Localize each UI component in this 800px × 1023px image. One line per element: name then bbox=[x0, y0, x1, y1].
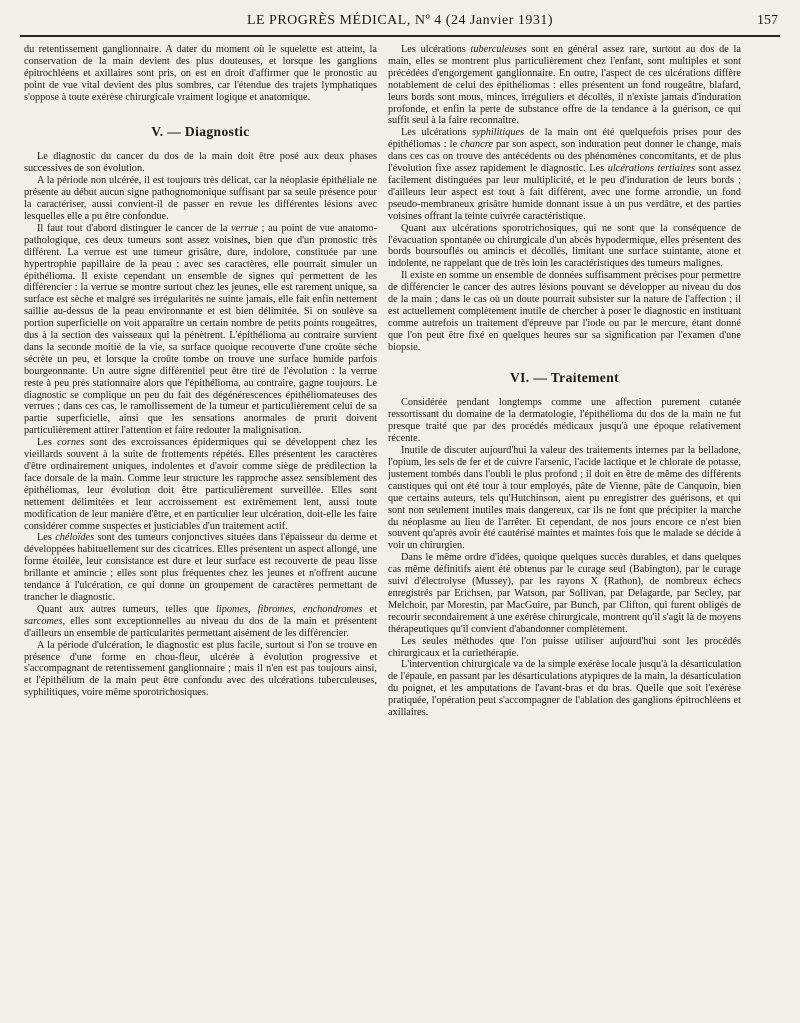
text-run: Les bbox=[37, 437, 58, 449]
italic-term: tuberculeuses bbox=[470, 44, 527, 55]
page-number: 157 bbox=[757, 13, 778, 28]
italic-term: lipomes, fibromes, enchondromes bbox=[216, 603, 363, 615]
paragraph bbox=[388, 127, 741, 222]
paragraph bbox=[24, 223, 377, 437]
text-run: Quant aux autres tumeurs, telles que bbox=[37, 603, 217, 615]
paragraph bbox=[24, 532, 377, 603]
paragraph bbox=[24, 604, 377, 640]
paragraph: Les seules méthodes que l'on puisse utiliser aujourd'hui sont les procédés chirurgicaux et la curiethérapie. bbox=[388, 635, 741, 659]
left-column bbox=[24, 44, 377, 984]
text-run: sont en général assez rare, surtout au dos de la main, elles se montrent plus particulièrement chez l'enfant, sont multiples et sont précédées d'engorgement ganglionnaire. En outre, l'aspect de ces ulcérations diffère notablement de celui des épithéliomas : elles présentent un fond rougeâtre, blafard, leurs bords sont mous, minces, irréguliers et décollés, il n'existe jamais d'induration profonde, et enfin la perte de substance offre de la tendance à la guérison, ce qui suffit seul à la faire reconnaître. bbox=[388, 44, 741, 127]
running-header bbox=[20, 13, 780, 35]
journal-title: LE PROGRÈS MÉDICAL, Nº 4 (24 Janvier 1931) bbox=[246, 13, 554, 28]
paragraph bbox=[388, 44, 741, 127]
paragraph: Dans le même ordre d'idées, quoique quelques succès durables, et dans quelques cas même définitifs aient été obtenus par le curage seul (Babington), par le curage suivi d'électrolyse (Mussey), par les rayons X (Rathon), de nombreux échecs enregistrés par Erichsen, par Watson, par Sollivan, par Delagarde, par Secley, par Melchoir, par Morestin, par MacGuire, par Bunch, par Clifton, qui furent obligés de recourir secondairement à une exérèse chirurgicale, montrent qu'il s'agit là de moyens thérapeutiques qu'il convient d'abandonner complètement. bbox=[388, 552, 741, 635]
paragraph: Inutile de discuter aujourd'hui la valeur des traitements internes par la belladone, l'opium, les sels de fer et de cuivre l'arsenic, l'acide lactique et le chlorate de potasse, justement tombés dans l'oubli le plus profond ; il doit en être de même des différents caustiques qui ont été tour à tour employés, pâte de Vienne, pâte de Canquoin, bien que certains auteurs, tels qu'Hutchinson, aient pu enregistrer des guérisons, et qui sont non seulement inutiles mais dangereux, car ils ne font que précipiter la marche du néoplasme au lieu de l'arrêter. Et cependant, de nos jours encore ce n'est bien souvent qu'après avoir été cautérisé maintes et maintes fois que le malade se décide à voir un chirurgien. bbox=[388, 445, 741, 552]
text-run: sont des excroissances épidermiques qui se développent chez les vieillards souvent à la suite de frottements répétés. Elles présentent les caractères d'être ordinairement uniques, indolentes et d'avoir comme siège de prédilection la face dorsale de la main. Comme leur structure les rapproche assez sensiblement des épithéliomas, leur évolution doit être particulièrement surveillée. Elles sont nettement délimitées et leur accroissement est extrêmement lent, aussi toute modification de leur manière d'être, et en particulier leur ulcération, doit-elle les faire considérer comme suspectes et justiciables d'un traitement actif. bbox=[24, 437, 377, 532]
section-heading-traitement: VI. — Traitement bbox=[509, 369, 619, 385]
section-heading-diagnostic: V. — Diagnostic bbox=[151, 123, 250, 139]
italic-term: chancre bbox=[460, 139, 493, 151]
paragraph: Quant aux ulcérations sporotrichosiques, qui ne sont que la conséquence de l'évacuation spontanée ou chirurgicale d'un abcès hypodermique, elles présentent des bords boursouflés ou amincis et décollés, limitant une surface suintante, atone et indolente, ne rappelant que de très loin les caractéristiques des tumeurs malignes. bbox=[388, 222, 741, 270]
text-run: sont des tumeurs conjonctives situées dans l'épaisseur du derme et développées habituellement sur des cicatrices. Elles présentent un aspect allongé, une forme étoilée, leur consistance est dure et leur surface est recouverte de peau lisse brillante et amincie ; elles sont plus fréquentes chez les jeunes et n'offrent aucune tendance à l'ulcération, ce qui donne un groupement de caractères permettant de trancher le diagnostic. bbox=[24, 532, 377, 603]
text-run: Les ulcérations bbox=[401, 127, 473, 139]
text-run: Les bbox=[37, 532, 56, 544]
paragraph: Considérée pendant longtemps comme une affection purement cutanée ressortissant du domaine de la dermatologie, l'épithélioma du dos de la main ne fut presque traité que par des procédés médicaux jusqu'à une époque relativement récente. bbox=[388, 397, 741, 445]
text-run: ; au point de vue anatomo-pathologique, ces deux tumeurs sont assez voisines, bien que d'un pronostic très différent. La verrue est une tumeur grisâtre, dure, indolore, constituée par une hypertrophie papillaire de la peau : avec ses caractères, elle pourrait simuler un épithélioma. Il existe cependant un ensemble de signes qui permettent de les différencier : la verrue se montre surtout chez les jeunes, elle est rarement unique, sa surface est sèche et malgré ses irrégularités ne suinte jamais, elle fait enfin nettement saillie au-dessus de la peau environnante et est bien délimitée. Si on soulève sa portion superficielle on voit apparaître un certain nombre de petits points rougeâtres, dus à la section des vaisseaux qui la pénètrent. L'épithélioma au contraire survient dans la seconde moitié de la vie, sa surface quoique recouverte d'une croûte sèche sécrète un peu, et lorsque la croûte tombe on trouve une surface humide parfois bourgeonnante. Un autre signe différentiel peut être tiré de l'évolution : la verrue reste à peu près stationnaire alors que l'épithélioma, au contraire, gagne toujours. Le diagnostic se complique un peu du fait des dégénérescences épithéliomateuses des verrues ; dans ces cas, le ramollissement de la tumeur et particulièrement celui de sa partie superficielle, ainsi que les sensations anormales de prurit doivent particulièrement attirer l'attention et faire redouter la malignisation. bbox=[24, 222, 377, 437]
right-column bbox=[388, 44, 741, 984]
italic-term: cornes bbox=[57, 437, 85, 449]
paragraph: Le diagnostic du cancer du dos de la main doit être posé aux deux phases successives de son évolution. bbox=[24, 151, 377, 175]
paragraph: L'intervention chirurgicale va de la simple exérèse locale jusqu'à la désarticulation de l'épaule, en passant par les désarticulations atypiques de la main, la désarticulation du poignet, et les amputations de l'avant-bras et du bras. Quelle que soit l'exérèse pratiquée, l'opération peut s'accompagner de l'ablation des ganglions épitrochléens et axillaires. bbox=[388, 659, 741, 719]
paragraph: A la période d'ulcération, le diagnostic est plus facile, surtout si l'on se trouve en présence d'une forme en chou-fleur, ulcérée à évolution progressive et s'accompagnant de retentissement ganglionnaire ; mais il n'en est pas toujours ainsi, et l'épithélium de la main peut être confondu avec des ulcérations tuberculeuses, syphilitiques, voire même sporotrichosiques. bbox=[24, 639, 377, 699]
text-run: , elles sont exceptionnelles au niveau du dos de la main et présentent d'ailleurs un ensemble de particularités permettant aisément de les différencier. bbox=[24, 615, 377, 639]
header-rule bbox=[20, 35, 780, 37]
text-run: Les ulcérations bbox=[401, 44, 471, 55]
italic-term: syphilitiques bbox=[472, 127, 525, 139]
text-run: sont assez facilement distinguées par leur multiplicité, et le peu d'induration de leurs bords ; d'ailleurs leur aspect est tout à fait différent, avec une forme arrondie, un fond pseudo-membraneux grisâtre humide donnant issue à un pus verdâtre, et des parties voisines offrant la teinte cuivrée caractéristique. bbox=[388, 163, 741, 222]
italic-term: verrue bbox=[231, 222, 258, 234]
italic-term: sarcomes bbox=[24, 615, 63, 627]
paragraph bbox=[24, 437, 377, 532]
paragraph: du retentissement ganglionnaire. A dater du moment où le squelette est atteint, la conservation de la main devient des plus douteuses, et lorsque les ganglions épitrochléens et axillaires sont pris, on est en droit d'affirmer que le pronostic au point de vue vital devient des plus sombres, car l'étendue des trajets lymphatiques s'oppose à toute exérèse chirurgicale vraiment logique et anatomique. bbox=[24, 44, 377, 103]
paragraph: Il existe en somme un ensemble de données suffisamment précises pour permettre de différencier le cancer des autres lésions pouvant se développer au niveau du dos de la main ; dans le cas où un doute pourrait subsister sur la nature de l'affection ; il est actuellement complètement inutile de chercher à poser le diagnostic en instituant comme autrefois un traitement d'épreuve par l'iode ou par le mercure, étant donné que l'on peut être fixé en quelques heures sur sa signification par l'examen d'une biopsie. bbox=[388, 270, 741, 353]
text-run: Il faut tout d'abord distinguer le cancer de la bbox=[37, 222, 232, 234]
paragraph: A la période non ulcérée, il est toujours très délicat, car la néoplasie épithéliale ne présente au début aucun signe pathognomonique suffisant par sa seule présence pour la caractériser, aussi convient-il de passer en revue les différentes lésions avec lesquelles elle a pu être confondue. bbox=[24, 175, 377, 222]
italic-term: chéloïdes bbox=[55, 532, 95, 544]
italic-term: ulcérations tertiaires bbox=[607, 163, 695, 175]
text-run: de la main ont été quelquefois prises pour des épithéliomas : le bbox=[388, 127, 741, 151]
text-run: par son aspect, son induration peut donner le change, mais dans ces cas on trouve des antécédents ou des phénomènes concomitants, et de plus l'évolution fixe assez rapidement le diagnostic. Les bbox=[388, 139, 741, 175]
text-run: et bbox=[362, 603, 377, 615]
